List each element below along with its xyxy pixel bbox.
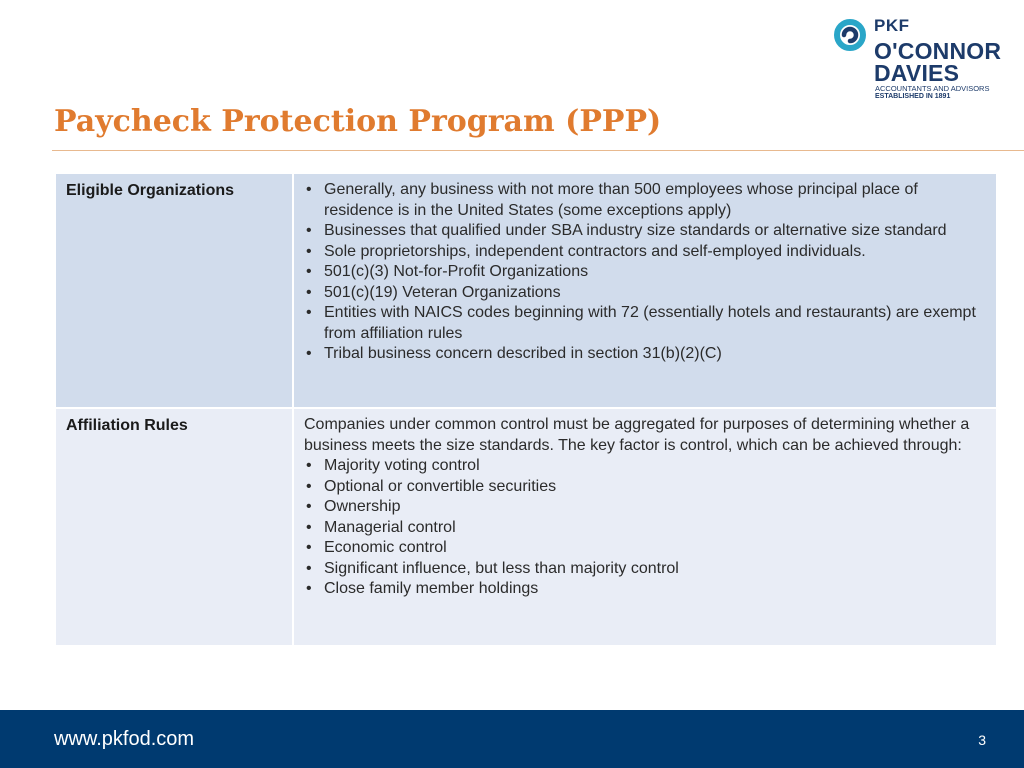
list-item: • Generally, any business with not more than 500 employees whose principal place of residence is in the United States (some exceptions apply) xyxy=(304,180,986,221)
affiliation-intro: Companies under common control must be aggregated for purposes of determining whether a business meets the size standards. The key factor is control, which can be achieved through: xyxy=(304,416,970,454)
title-divider xyxy=(52,150,1024,151)
list-item: • Tribal business concern described in section 31(b)(2)(C) xyxy=(304,344,986,365)
list-item: • 501(c)(3) Not-for-Profit Organizations xyxy=(304,262,986,283)
table-row-affiliation-rules xyxy=(56,409,996,645)
row-content xyxy=(294,409,996,645)
logo-name-line2: DAVIES xyxy=(874,60,960,86)
page-title: Paycheck Protection Program (PPP) xyxy=(54,104,662,139)
list-item: • Sole proprietorships, independent contractors and self-employed individuals. xyxy=(304,242,986,263)
page-number: 3 xyxy=(978,732,986,748)
logo-name-line1: O'CONNOR xyxy=(874,38,1002,64)
affiliation-list xyxy=(304,456,986,600)
table-row-eligible-organizations xyxy=(56,174,996,407)
footer-bar xyxy=(0,710,1024,768)
list-item: • Managerial control xyxy=(304,518,986,539)
footer-url-link[interactable]: www.pkfod.com xyxy=(54,728,195,750)
logo-tagline: ACCOUNTANTS AND ADVISORS xyxy=(875,84,990,93)
pkf-oconnor-davies-logo xyxy=(832,16,1002,102)
list-item: • Economic control xyxy=(304,538,986,559)
list-item: • Optional or convertible securities xyxy=(304,477,986,498)
list-item: • Ownership xyxy=(304,497,986,518)
logo-established: ESTABLISHED IN 1891 xyxy=(875,93,951,100)
ppp-table xyxy=(56,174,996,645)
row-label: Affiliation Rules xyxy=(56,409,294,645)
list-item: • Entities with NAICS codes beginning with 72 (essentially hotels and restaurants) are exempt from affiliation rules xyxy=(304,303,986,344)
row-content xyxy=(294,174,996,407)
eligible-list xyxy=(304,180,986,365)
logo-brand: PKF xyxy=(874,16,910,35)
pkf-swirl-icon xyxy=(832,16,872,56)
row-label: Eligible Organizations xyxy=(56,174,294,407)
list-item: • Majority voting control xyxy=(304,456,986,477)
list-item: • Close family member holdings xyxy=(304,579,986,600)
list-item: • 501(c)(19) Veteran Organizations xyxy=(304,283,986,304)
list-item: • Businesses that qualified under SBA industry size standards or alternative size standard xyxy=(304,221,986,242)
list-item: • Significant influence, but less than majority control xyxy=(304,559,986,580)
